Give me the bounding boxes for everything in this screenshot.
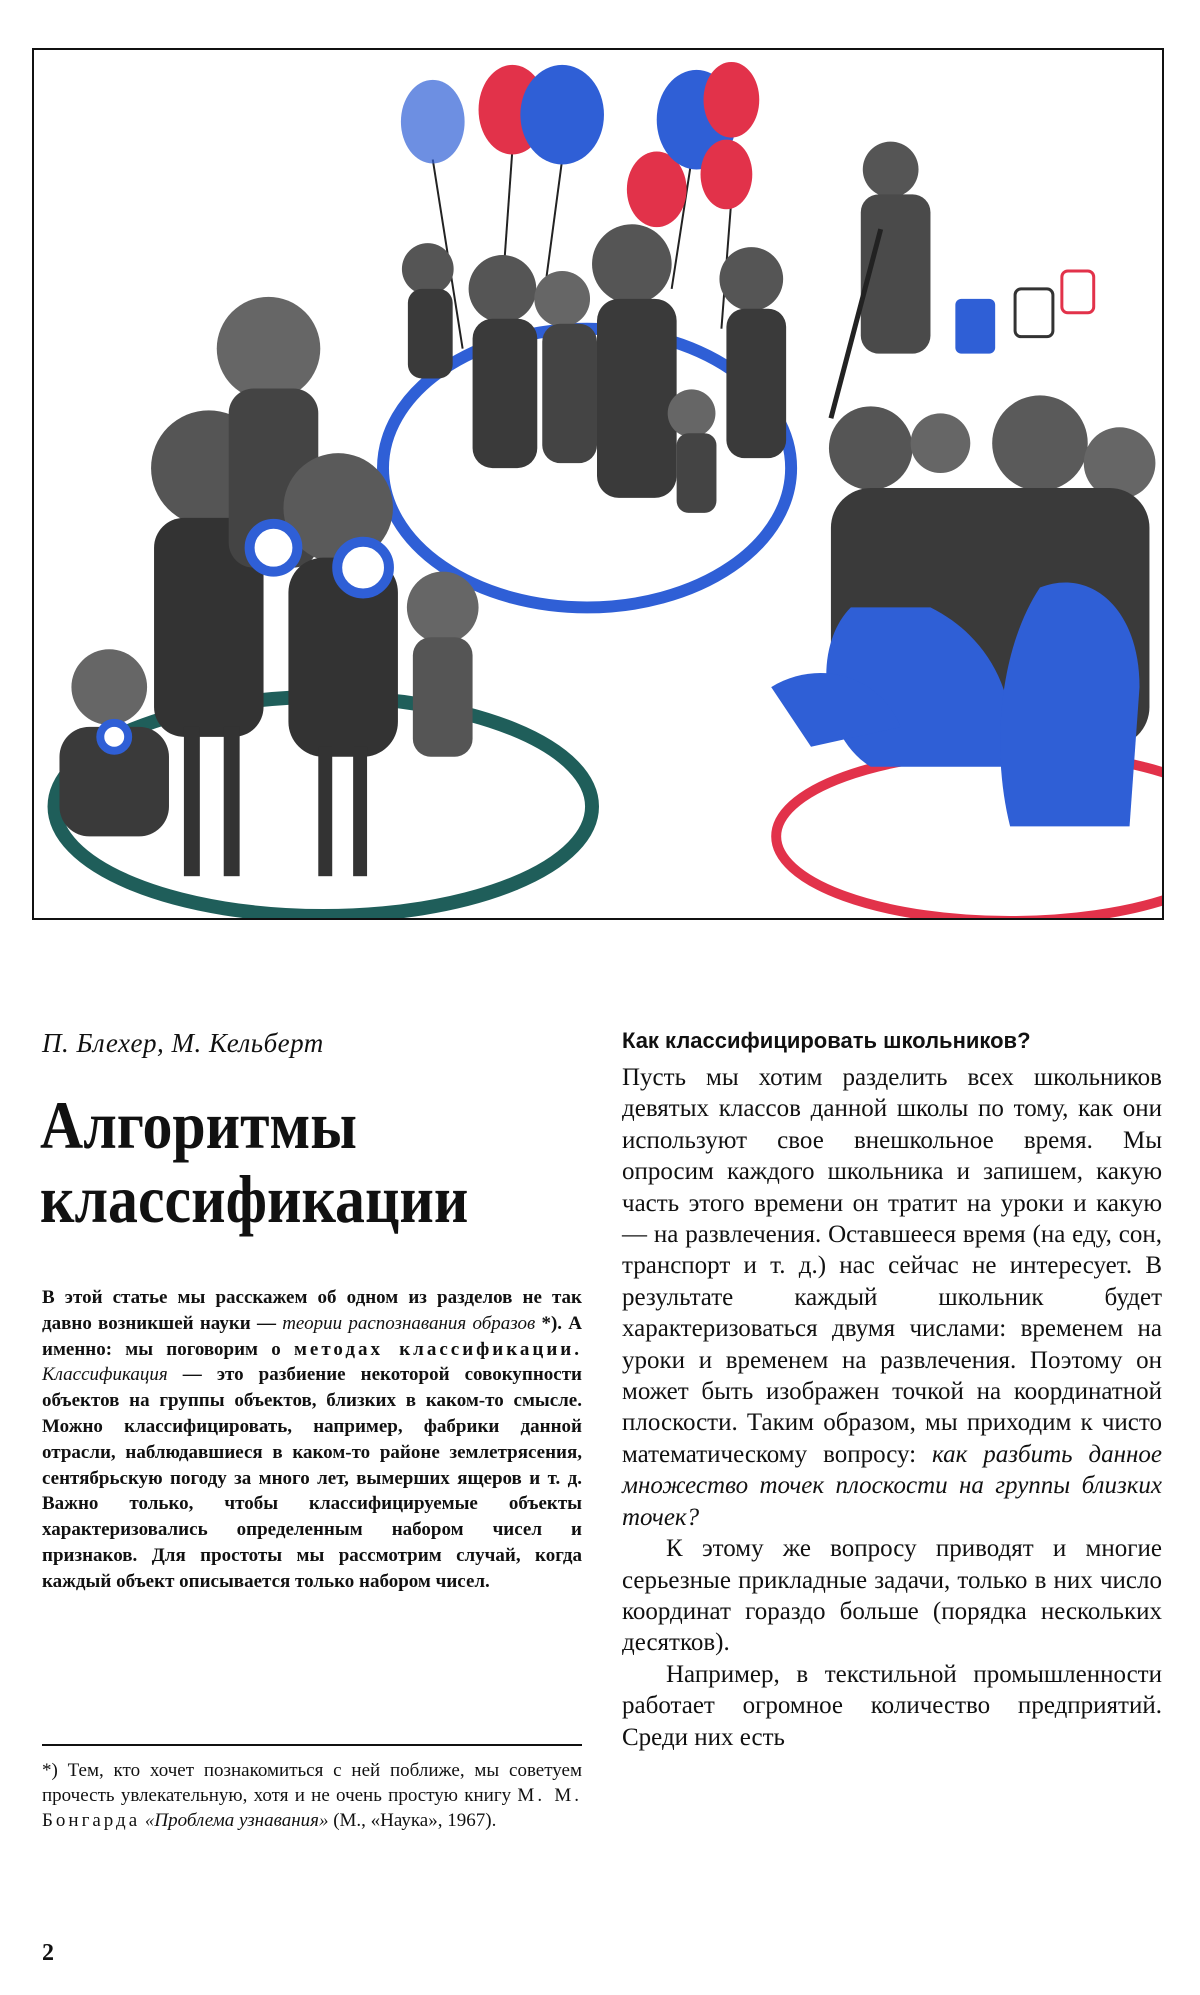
footnote <box>42 1758 582 1833</box>
figures-center-group <box>402 224 786 513</box>
footnote-author-spaced: М. М. Бонгарда <box>42 1785 582 1831</box>
body-paragraph-2: К этому же вопросу приводят и многие серьезные прикладные задачи, только в них число координат гораздо больше (порядка нескольких десятков). <box>622 1535 1162 1657</box>
article-lead <box>42 1285 582 1595</box>
lead-text-2: *). А именно: мы поговорим о <box>42 1312 582 1360</box>
article-authors: П. Блехер, М. Кельберт <box>42 1028 324 1058</box>
footnote-text-2: (М., «Наука», 1967). <box>328 1810 497 1831</box>
illustration-schoolchildren-groups <box>32 48 1164 920</box>
body-paragraph-3: Например, в текстильной промышленности работает огромное количество предприятий. Среди них есть <box>622 1660 1162 1751</box>
lead-spaced-emphasis: методах классификации. <box>293 1338 582 1360</box>
page-number: 2 <box>42 1940 54 1966</box>
figures-right-group <box>771 395 1155 826</box>
section-subheading: Как классифицировать школьников? <box>622 1028 1031 1053</box>
figures-left-group <box>59 297 478 876</box>
footnote-book-title: «Проблема узнавания» <box>140 1810 329 1831</box>
footnote-text-1: *) Тем, кто хочет познакомиться с ней поближе, мы советуем прочесть увлекательную, хотя и не очень простую книгу <box>42 1760 582 1806</box>
article-body <box>622 1062 1162 1753</box>
article-title-line-2: классификации <box>40 1161 469 1237</box>
article-title-line-1: Алгоритмы <box>40 1087 358 1163</box>
lead-italic-term-2: Классификация <box>42 1364 168 1386</box>
body-paragraph-1-text: Пусть мы хотим разделить всех школьников девятых классов данной школы по тому, как они используют свое внешкольное время. Мы опросим каждого школьника и запишем, какую часть этого времени он тратит на уроки и какую — на развлечения. Оставшееся время (на еду, сон, транспорт и т. д.) нас сейчас не интересует. В результате каждый школьник будет характеризоваться двумя числами: временем на уроки и временем на развлечения. Поэтому он может быть изображен точкой на координатной плоскости. Таким образом, мы приходим к чисто математическому вопросу: <box>622 1064 1162 1468</box>
footnote-divider <box>42 1744 582 1746</box>
article-title <box>40 1088 468 1236</box>
lead-text-1: В этой статье мы расскажем об одном из разделов не так давно возникшей науки — <box>42 1287 582 1334</box>
body-paragraph-1 <box>622 1062 1162 1533</box>
lead-text-3: — это разбиение некоторой совокупности объектов на группы объектов, близких в каком-то смысле. Можно классифицировать, например, фабрики данной отрасли, наблюдавшиеся в каком-то районе землетрясения, сентябрьскую погоду за много лет, вымерших ящеров и т. д. Важно только, чтобы классифицируемые объекты характеризовались определенным набором чисел и признаков. Для простоты мы рассмотрим случай, когда каждый объект описывается только набором чисел. <box>42 1364 582 1592</box>
janitor-figure <box>831 142 1094 419</box>
body-paragraph-1-italic: как разбить данное множество точек плоскости на группы близких точек? <box>622 1440 1163 1531</box>
lead-italic-term-1: теории распознавания образов <box>282 1312 536 1334</box>
